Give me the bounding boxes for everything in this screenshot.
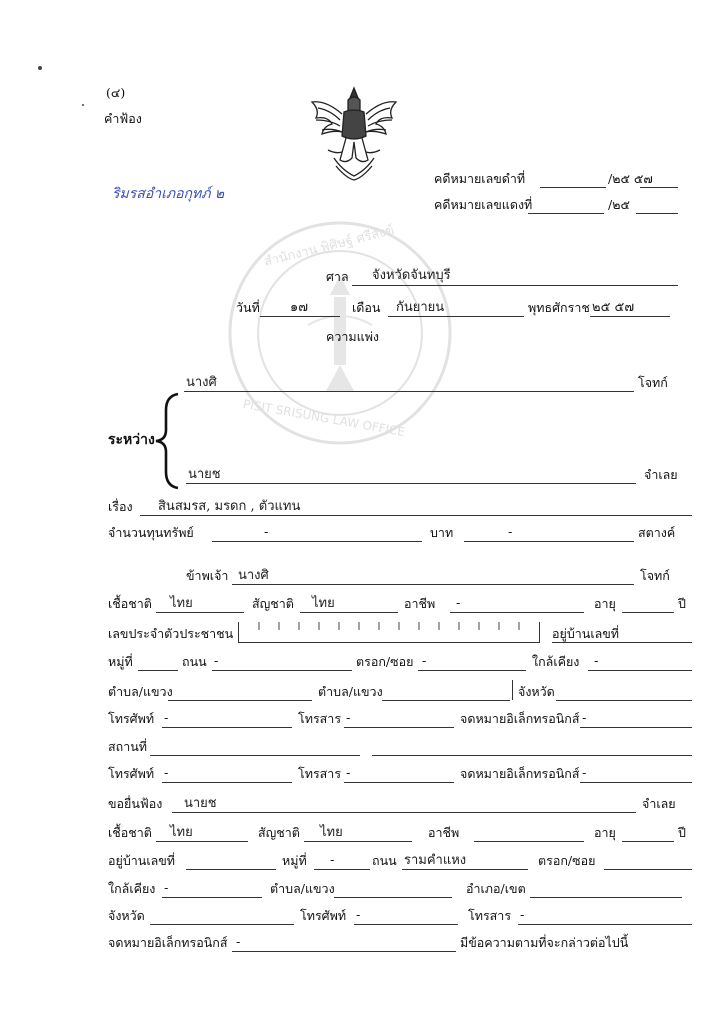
plaintiff-detail-name: นางศิ <box>238 568 269 583</box>
seal-text-top: สำนักงาน พิศิษฐ์ ศรีสังข์ <box>262 223 396 270</box>
curly-brace-icon <box>154 392 182 490</box>
form-number: (๔) <box>106 85 126 100</box>
p-near-line <box>588 670 692 671</box>
d-road-label: ถนน <box>372 853 397 868</box>
date-month: กันยายน <box>396 300 445 315</box>
between-label: ระหว่าง <box>108 432 155 448</box>
p-occupation: - <box>456 596 461 611</box>
d-province-line <box>150 924 294 925</box>
p-email2: - <box>582 766 587 781</box>
p-road: - <box>214 654 219 669</box>
case-black-line <box>540 187 606 188</box>
p-occupation-label: อาชีพ <box>404 596 436 611</box>
plaintiff-line <box>184 391 634 392</box>
d-district-label: อำเภอ/เขต <box>466 881 526 896</box>
d-nationality-label: สัญชาติ <box>258 825 300 840</box>
plaintiff-name: นางศิ <box>186 375 217 390</box>
p-place-label: สถานที่ <box>108 739 148 754</box>
p-age-line <box>622 612 674 613</box>
p-subdistrict-line <box>168 700 312 701</box>
p-district-label: ตำบล/แขวง <box>318 684 383 699</box>
d-race: ไทย <box>170 825 193 840</box>
date-year: ๒๕ ๕๗ <box>592 300 635 315</box>
baht-label: บาท <box>430 525 454 540</box>
p-phone2-label: โทรศัพท์ <box>108 766 155 781</box>
p-soi: - <box>422 654 427 669</box>
court-label: ศาล <box>326 269 349 284</box>
p-fax-label: โทรสาร <box>298 711 342 726</box>
case-red-label: คดีหมายเลขแดงที่ <box>434 197 533 212</box>
p-race-label: เชื้อชาติ <box>108 596 152 611</box>
case-type: ความแพ่ง <box>326 329 380 344</box>
p-near-label: ใกล้เคียง <box>532 654 580 669</box>
plaintiff-detail-line <box>232 584 634 585</box>
d-moo: - <box>330 853 335 868</box>
p-occupation-line <box>450 612 584 613</box>
garuda-emblem-icon <box>306 80 402 184</box>
p-house-line <box>552 642 692 643</box>
year-label: พุทธศักราช <box>528 300 590 315</box>
p-phone2: - <box>164 766 169 781</box>
handwritten-note: ริมรสอำเภอกุทภ์ ๒ <box>112 186 225 202</box>
d-name: นายช <box>184 796 217 811</box>
p-email2-line <box>580 782 692 783</box>
case-red-year-line <box>636 213 678 214</box>
form-name: คำฟ้อง <box>104 111 142 126</box>
p-soi-label: ตรอก/ซอย <box>356 654 414 669</box>
d-email-line <box>232 951 456 952</box>
p-moo-label: หมู่ที่ <box>108 654 133 669</box>
p-fax2-line <box>344 782 454 783</box>
p-subdistrict-label: ตำบล/แขวง <box>108 684 173 699</box>
p-fax2-label: โทรสาร <box>298 766 342 781</box>
subject-label: เรื่อง <box>108 499 133 514</box>
defendant-name: นายช <box>188 467 221 482</box>
d-house-line <box>186 869 276 870</box>
case-black-year-line <box>640 187 678 188</box>
d-road: รามคำแหง <box>404 853 467 868</box>
p-fax2: - <box>346 766 351 781</box>
d-near-line <box>162 897 262 898</box>
d-nationality-line <box>304 841 412 842</box>
court-name: จังหวัดจันทบุรี <box>372 268 451 283</box>
p-nationality: ไทย <box>312 596 335 611</box>
p-place-line-a <box>150 755 360 756</box>
d-occupation-label: อาชีพ <box>428 825 460 840</box>
case-black-year: /๒๕ ๕๗ <box>608 171 653 186</box>
file-label: ขอยื่นฟ้อง <box>108 796 163 811</box>
p-fax-line <box>344 727 454 728</box>
case-red-year: /๒๕ <box>608 197 630 212</box>
p-race: ไทย <box>170 596 193 611</box>
p-road-label: ถนน <box>182 654 207 669</box>
p-email: - <box>582 711 587 726</box>
p-nationality-label: สัญชาติ <box>252 596 294 611</box>
p-soi-line <box>418 670 526 671</box>
d-moo-label: หมู่ที่ <box>282 853 307 868</box>
p-phone: - <box>164 711 169 726</box>
d-role: จำเลย <box>642 796 676 811</box>
capital-line <box>212 541 422 542</box>
d-phone-label: โทรศัพท์ <box>300 908 347 923</box>
seal-text-bottom: PISIT SRISUNG LAW OFFICE <box>242 396 406 440</box>
plaintiff-detail-role: โจทก์ <box>640 568 670 583</box>
capital-label: จำนวนทุนทรัพย์ <box>108 525 194 540</box>
p-road-line <box>212 670 352 671</box>
scan-speck <box>38 66 42 70</box>
d-fax: - <box>520 908 525 923</box>
d-house-label: อยู่บ้านเลขที่ <box>108 853 176 868</box>
d-occupation-line <box>474 841 584 842</box>
p-id-boxes <box>238 622 540 643</box>
d-email-label: จดหมายอิเล็กทรอนิกส์ <box>108 935 228 950</box>
p-province-label: จังหวัด <box>518 684 555 699</box>
court-line <box>352 285 678 286</box>
d-race-line <box>156 841 248 842</box>
case-red-line <box>528 213 604 214</box>
p-nationality-line <box>300 612 398 613</box>
d-subdistrict-line <box>334 897 452 898</box>
p-email-label: จดหมายอิเล็กทรอนิกส์ <box>460 711 580 726</box>
p-phone-label: โทรศัพท์ <box>108 711 155 726</box>
scan-speck <box>82 104 84 106</box>
p-phone-line <box>162 727 292 728</box>
d-near-label: ใกล้เคียง <box>108 881 156 896</box>
plaintiff-role: โจทก์ <box>638 375 668 390</box>
subject-value: สินสมรส, มรดก , ตัวแทน <box>158 499 301 514</box>
d-age-line <box>622 841 674 842</box>
d-province-label: จังหวัด <box>108 908 145 923</box>
p-age-label: อายุ <box>594 596 616 611</box>
date-day: ๑๗ <box>290 300 309 315</box>
d-race-label: เชื้อชาติ <box>108 825 152 840</box>
d-fax-line <box>518 924 692 925</box>
p-house-label: อยู่บ้านเลขที่ <box>552 626 620 641</box>
i-label: ข้าพเจ้า <box>186 568 229 583</box>
defendant-role: จำเลย <box>644 467 678 482</box>
p-id-label: เลขประจำตัวประชาชน <box>108 626 234 641</box>
month-label: เดือน <box>352 300 381 315</box>
p-age-unit: ปี <box>678 596 686 611</box>
p-moo-line <box>138 670 178 671</box>
p-race-line <box>156 612 244 613</box>
date-label: วันที่ <box>236 300 260 315</box>
p-fax: - <box>346 711 351 726</box>
baht-value: - <box>508 525 513 540</box>
d-subdistrict-label: ตำบล/แขวง <box>270 881 335 896</box>
d-moo-line <box>314 869 370 870</box>
d-phone-line <box>354 924 458 925</box>
d-email: - <box>236 935 241 950</box>
d-road-line <box>402 869 528 870</box>
date-year-line <box>590 316 670 317</box>
p-district-line <box>382 700 510 701</box>
p-near: - <box>594 654 599 669</box>
case-black-label: คดีหมายเลขดำที่ <box>434 171 526 186</box>
satang-label: สตางค์ <box>638 525 676 540</box>
baht-line <box>464 541 634 542</box>
closing-text: มีข้อความตามที่จะกล่าวต่อไปนี้ <box>460 935 629 950</box>
date-month-line <box>388 316 524 317</box>
subject-line <box>140 515 692 516</box>
d-fax-label: โทรสาร <box>468 908 512 923</box>
p-email2-label: จดหมายอิเล็กทรอนิกส์ <box>460 766 580 781</box>
p-province-line <box>556 700 692 701</box>
d-district-line <box>530 897 682 898</box>
d-phone: - <box>356 908 361 923</box>
d-nationality: ไทย <box>320 825 343 840</box>
d-near: - <box>164 881 169 896</box>
p-place-line-b <box>372 755 692 756</box>
d-soi-label: ตรอก/ซอย <box>538 853 596 868</box>
p-district-box-edge <box>512 680 513 700</box>
p-email-line <box>580 727 692 728</box>
d-age-label: อายุ <box>594 825 616 840</box>
date-day-line <box>260 316 340 317</box>
capital-value: - <box>264 525 269 540</box>
p-phone2-line <box>162 782 292 783</box>
d-name-line <box>172 812 636 813</box>
d-age-unit: ปี <box>678 825 686 840</box>
d-soi-line <box>604 869 692 870</box>
defendant-line <box>186 483 636 484</box>
